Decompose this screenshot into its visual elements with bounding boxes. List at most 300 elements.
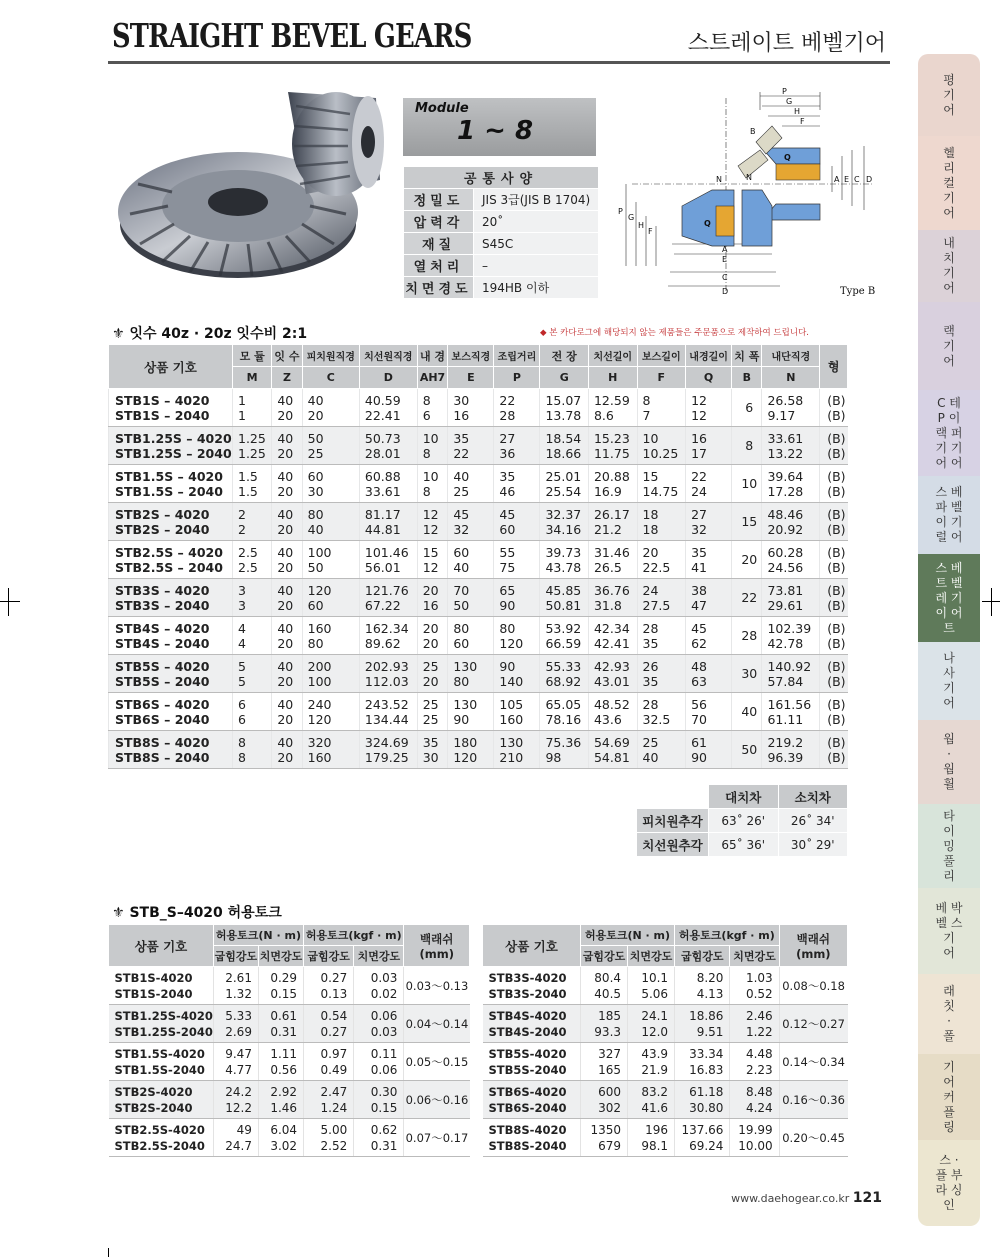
cell-a: 10 8 <box>417 427 448 465</box>
dim-label-h: H <box>794 107 801 116</box>
cell-q: 27 32 <box>686 503 732 541</box>
cell-a: 35 30 <box>417 731 448 769</box>
dim-label-g: G <box>786 97 793 106</box>
cell-m: 1.5 1.5 <box>233 465 272 503</box>
spec-key: 정밀도 <box>404 189 474 211</box>
cell-kb: 2.47 1.24 <box>304 1081 354 1119</box>
cell-b: 30 <box>732 655 762 693</box>
crop-mark <box>8 588 9 616</box>
cell-kf: 0.62 0.31 <box>354 1119 404 1157</box>
col-symbol: F <box>637 367 686 389</box>
cell-q: 45 62 <box>686 617 732 655</box>
cell-m: 3 3 <box>233 579 272 617</box>
cell-q: 38 47 <box>686 579 732 617</box>
dim-label-d2: D <box>722 287 729 296</box>
cell-a: 10 8 <box>417 465 448 503</box>
dim-label-b: B <box>750 127 756 136</box>
col-header: 굽힘강도 <box>304 946 354 967</box>
cell-q: 16 17 <box>686 427 732 465</box>
cell-p: 35 46 <box>494 465 540 503</box>
cell-f: 18 18 <box>637 503 686 541</box>
cell-nb: 185 93.3 <box>581 1005 628 1043</box>
product-code: STB4S-4020 STB4S-2040 <box>483 1005 581 1043</box>
col-symbol: P <box>494 367 540 389</box>
spec-key: 치면경도 <box>404 277 474 299</box>
table-row <box>109 503 848 541</box>
cell-q: 12 12 <box>686 389 732 427</box>
cell-nb: 24.2 12.2 <box>213 1081 258 1119</box>
cell-g: 65.05 78.16 <box>540 693 589 731</box>
cell-q: 48 63 <box>686 655 732 693</box>
cell-nb: 1350 679 <box>581 1119 628 1157</box>
product-code: STB4S – 4020 STB4S – 2040 <box>109 617 233 655</box>
dimension-table <box>108 344 848 769</box>
cell-nf: 6.04 3.02 <box>258 1119 303 1157</box>
cell-z: 40 20 <box>272 503 302 541</box>
table-row <box>109 693 848 731</box>
cell-kb: 0.27 0.13 <box>304 967 354 1005</box>
cell-n: 219.2 96.39 <box>762 731 820 769</box>
col-header: 상품 기호 <box>109 925 214 967</box>
cell-f: 8 7 <box>637 389 686 427</box>
cell-d: 162.34 89.62 <box>359 617 417 655</box>
cell-nb: 9.47 4.77 <box>213 1043 258 1081</box>
table-row <box>109 967 470 1005</box>
product-code: STB1.5S – 4020 STB1.5S – 2040 <box>109 465 233 503</box>
cell-c: 120 60 <box>302 579 359 617</box>
cell-g: 39.73 43.78 <box>540 541 589 579</box>
section-title-text: STB_S–4020 허용토크 <box>129 905 282 921</box>
cell-t: (B) (B) <box>820 427 848 465</box>
cell-q: 56 70 <box>686 693 732 731</box>
cell-bl: 0.04～0.14 <box>404 1005 470 1043</box>
spec-value: 194HB 이하 <box>474 277 599 299</box>
fleur-icon: ⚜ <box>112 326 125 342</box>
sidebar-tab[interactable]: 스 베 트 벨 레 기 이 어 트 <box>918 554 980 642</box>
col-header: 허용토크(kgf · m) <box>304 925 404 946</box>
dim-label-g2: G <box>628 213 635 222</box>
table-row <box>109 541 848 579</box>
cell-g: 53.92 66.59 <box>540 617 589 655</box>
cell-n: 48.46 20.92 <box>762 503 820 541</box>
cell-p: 105 160 <box>494 693 540 731</box>
cell-c: 200 100 <box>302 655 359 693</box>
dim-label-c2: C <box>722 273 728 282</box>
cell-d: 81.17 44.81 <box>359 503 417 541</box>
dim-label-h2: H <box>638 221 645 230</box>
cone-angle-table <box>636 784 848 857</box>
cell-e: 40 25 <box>448 465 494 503</box>
dim-label-n2: N <box>746 173 752 182</box>
col-header: 내경길이 <box>686 345 732 367</box>
cell-g: 18.54 18.66 <box>540 427 589 465</box>
col-header: 잇 수 <box>272 345 302 367</box>
cell-kf: 0.03 0.02 <box>354 967 404 1005</box>
cell-b: 15 <box>732 503 762 541</box>
spec-value: 20˚ <box>474 211 599 233</box>
cell-kb: 5.00 2.52 <box>304 1119 354 1157</box>
cell-nf: 0.61 0.31 <box>258 1005 303 1043</box>
cell-a: 25 20 <box>417 655 448 693</box>
cell-b: 10 <box>732 465 762 503</box>
section-title-text: 잇수 40z · 20z 잇수비 2:1 <box>129 326 308 342</box>
cell-z: 40 20 <box>272 693 302 731</box>
backlash-label: 백래쉬 <box>796 931 830 946</box>
torque-table-right <box>482 924 848 1157</box>
cell-c: 100 50 <box>302 541 359 579</box>
col-header: 치면강도 <box>628 946 675 967</box>
cell-bl: 0.20～0.45 <box>779 1119 847 1157</box>
cell-d: 202.93 112.03 <box>359 655 417 693</box>
table-row <box>109 427 848 465</box>
angle-value: 30˚ 29' <box>778 833 848 857</box>
col-symbol: AH7 <box>417 367 448 389</box>
cell-q: 61 90 <box>686 731 732 769</box>
table-row <box>109 731 848 769</box>
torque-table-left <box>108 924 470 1157</box>
cell-d: 60.88 33.61 <box>359 465 417 503</box>
cell-m: 1 1 <box>233 389 272 427</box>
cell-z: 40 20 <box>272 731 302 769</box>
cell-d: 121.76 67.22 <box>359 579 417 617</box>
cell-bl: 0.06～0.16 <box>404 1081 470 1119</box>
backlash-unit: (mm) <box>796 946 831 961</box>
bevel-gear-photo <box>110 84 388 296</box>
page-title: STRAIGHT BEVEL GEARS <box>112 16 472 55</box>
cell-m: 8 8 <box>233 731 272 769</box>
table-row <box>483 1081 848 1119</box>
cell-h: 31.46 26.5 <box>588 541 637 579</box>
product-code: STB1.25S – 4020 STB1.25S – 2040 <box>109 427 233 465</box>
cell-nb: 49 24.7 <box>213 1119 258 1157</box>
spec-key: 압력각 <box>404 211 474 233</box>
cell-a: 25 25 <box>417 693 448 731</box>
col-header: 내 경 <box>417 345 448 367</box>
dim-label-p: P <box>782 87 787 96</box>
col-symbol: H <box>588 367 637 389</box>
cell-f: 26 35 <box>637 655 686 693</box>
footer-url[interactable]: www.daehogear.co.kr <box>731 1192 850 1205</box>
order-note: ◆ 본 카다로그에 해당되지 않는 제품들은 주문품으로 제작하여 드립니다. <box>540 328 809 338</box>
dim-label-c: C <box>854 175 860 184</box>
dim-label-a: A <box>834 175 840 184</box>
cell-kf: 8.48 4.24 <box>730 1081 779 1119</box>
cell-z: 40 20 <box>272 541 302 579</box>
cell-t: (B) (B) <box>820 731 848 769</box>
cell-z: 40 20 <box>272 579 302 617</box>
cell-m: 2 2 <box>233 503 272 541</box>
col-header: 상품 기호 <box>483 925 581 967</box>
cell-n: 73.81 29.61 <box>762 579 820 617</box>
cell-kf: 4.48 2.23 <box>730 1043 779 1081</box>
col-symbol: D <box>359 367 417 389</box>
cell-bl: 0.07～0.17 <box>404 1119 470 1157</box>
cell-m: 6 6 <box>233 693 272 731</box>
dim-label-d: D <box>866 175 873 184</box>
col-header: 치면강도 <box>258 946 303 967</box>
col-symbol: Z <box>272 367 302 389</box>
cell-kf: 0.06 0.03 <box>354 1005 404 1043</box>
table-row <box>109 1043 470 1081</box>
cell-h: 42.34 42.41 <box>588 617 637 655</box>
dim-label-n: N <box>716 175 722 184</box>
col-symbol: C <box>302 367 359 389</box>
cell-nf: 10.1 5.06 <box>628 967 675 1005</box>
cell-n: 39.64 17.28 <box>762 465 820 503</box>
cell-bl: 0.16～0.36 <box>779 1081 847 1119</box>
col-header: 모 듈 <box>233 345 272 367</box>
table-row <box>109 1081 470 1119</box>
table-row <box>109 655 848 693</box>
dim-label-a2: A <box>722 245 728 254</box>
cell-g: 15.07 13.78 <box>540 389 589 427</box>
cell-h: 26.17 21.2 <box>588 503 637 541</box>
spec-key: 재질 <box>404 233 474 255</box>
cell-nf: 24.1 12.0 <box>628 1005 675 1043</box>
dimension-diagram <box>612 86 882 300</box>
cell-p: 80 120 <box>494 617 540 655</box>
table-row <box>109 1005 470 1043</box>
col-header: 보스직경 <box>448 345 494 367</box>
dim-label-f: F <box>800 117 805 126</box>
cell-e: 80 60 <box>448 617 494 655</box>
cell-c: 160 80 <box>302 617 359 655</box>
spec-heading: 공통사양 <box>404 167 599 189</box>
module-range: 1 ~ 8 <box>457 116 534 146</box>
cell-m: 1.25 1.25 <box>233 427 272 465</box>
col-symbol: E <box>448 367 494 389</box>
type-label: Type B <box>840 286 876 297</box>
cell-z: 40 20 <box>272 465 302 503</box>
cell-b: 6 <box>732 389 762 427</box>
cell-d: 101.46 56.01 <box>359 541 417 579</box>
cell-d: 243.52 134.44 <box>359 693 417 731</box>
category-sidebar <box>918 54 980 1226</box>
row-label: 피치원추각 <box>637 809 709 833</box>
cell-e: 45 32 <box>448 503 494 541</box>
cell-n: 102.39 42.78 <box>762 617 820 655</box>
cell-p: 65 90 <box>494 579 540 617</box>
dim-label-e2: E <box>722 255 728 264</box>
cell-bl: 0.05～0.15 <box>404 1043 470 1081</box>
cell-kf: 19.99 10.00 <box>730 1119 779 1157</box>
sidebar-tab[interactable]: 평 기 어 <box>918 54 980 136</box>
page-title-korean: 스트레이트 베벨기어 <box>687 31 886 56</box>
cell-g: 32.37 34.16 <box>540 503 589 541</box>
cell-z: 40 20 <box>272 427 302 465</box>
cell-f: 25 40 <box>637 731 686 769</box>
sidebar-tab[interactable]: 스 · 플 부 라 싱 인 <box>918 1140 980 1226</box>
cell-bl: 0.03～0.13 <box>404 967 470 1005</box>
product-code: STB8S-4020 STB8S-2040 <box>483 1119 581 1157</box>
cell-q: 22 24 <box>686 465 732 503</box>
footer <box>731 1190 882 1206</box>
cell-c: 50 25 <box>302 427 359 465</box>
sidebar-tab[interactable]: 랙 기 어 <box>918 302 980 390</box>
cell-b: 22 <box>732 579 762 617</box>
table-row <box>109 579 848 617</box>
angle-value: 63˚ 26' <box>709 809 779 833</box>
cell-q: 35 41 <box>686 541 732 579</box>
product-code: STB6S – 4020 STB6S – 2040 <box>109 693 233 731</box>
angle-value: 26˚ 34' <box>778 809 848 833</box>
cell-e: 60 40 <box>448 541 494 579</box>
cell-t: (B) (B) <box>820 693 848 731</box>
cell-n: 60.28 24.56 <box>762 541 820 579</box>
cell-t: (B) (B) <box>820 541 848 579</box>
sidebar-tab[interactable]: 내 치 기 어 <box>918 230 980 302</box>
product-code: STB1.25S-4020 STB1.25S-2040 <box>109 1005 214 1043</box>
sidebar-tab[interactable]: 스 베 파 벨 이 기 럴 어 <box>918 476 980 554</box>
cell-n: 33.61 13.22 <box>762 427 820 465</box>
cell-nb: 80.4 40.5 <box>581 967 628 1005</box>
cell-f: 28 32.5 <box>637 693 686 731</box>
cell-nf: 196 98.1 <box>628 1119 675 1157</box>
crop-mark <box>991 588 992 616</box>
spec-value: – <box>474 255 599 277</box>
common-spec-table <box>403 166 599 299</box>
cell-c: 40 20 <box>302 389 359 427</box>
cell-f: 24 27.5 <box>637 579 686 617</box>
sidebar-tab[interactable]: 래 칫 · 폴 <box>918 974 980 1054</box>
col-symbol: Q <box>686 367 732 389</box>
angle-value: 65˚ 36' <box>709 833 779 857</box>
cell-d: 50.73 28.01 <box>359 427 417 465</box>
cell-a: 15 12 <box>417 541 448 579</box>
sidebar-tab[interactable]: 베 박 벨 스 기 어 <box>918 888 980 974</box>
cell-p: 45 60 <box>494 503 540 541</box>
cell-nf: 83.2 41.6 <box>628 1081 675 1119</box>
col-header: 내단직경 <box>762 345 820 367</box>
sidebar-tab[interactable]: 헬 리 컬 기 어 <box>918 136 980 230</box>
cell-nb: 327 165 <box>581 1043 628 1081</box>
cell-t: (B) (B) <box>820 579 848 617</box>
cell-nf: 0.29 0.15 <box>258 967 303 1005</box>
sidebar-tab[interactable]: 타 이 밍 풀 리 <box>918 804 980 888</box>
cell-h: 42.93 43.01 <box>588 655 637 693</box>
col-header: 보스길이 <box>637 345 686 367</box>
cell-kb: 18.86 9.51 <box>675 1005 730 1043</box>
product-code: STB3S-4020 STB3S-2040 <box>483 967 581 1005</box>
sidebar-tab[interactable]: 기 어 커 플 링 <box>918 1054 980 1140</box>
cell-kb: 0.97 0.49 <box>304 1043 354 1081</box>
cell-t: (B) (B) <box>820 617 848 655</box>
cell-p: 90 140 <box>494 655 540 693</box>
product-code: STB2.5S – 4020 STB2.5S – 2040 <box>109 541 233 579</box>
col-header: 치면강도 <box>730 946 779 967</box>
cell-p: 130 210 <box>494 731 540 769</box>
cell-p: 55 75 <box>494 541 540 579</box>
cell-kb: 0.54 0.27 <box>304 1005 354 1043</box>
backlash-unit: (mm) <box>419 946 454 961</box>
cell-a: 12 12 <box>417 503 448 541</box>
cell-t: (B) (B) <box>820 389 848 427</box>
sidebar-tab[interactable]: C 테 P 이 랙 퍼 기 기 어 어 <box>918 390 980 476</box>
product-code: STB3S – 4020 STB3S – 2040 <box>109 579 233 617</box>
product-code: STB1.5S-4020 STB1.5S-2040 <box>109 1043 214 1081</box>
cell-p: 22 28 <box>494 389 540 427</box>
col-header: 피치원직경 <box>302 345 359 367</box>
cell-kf: 0.30 0.15 <box>354 1081 404 1119</box>
cell-a: 20 20 <box>417 617 448 655</box>
product-code: STB2S-4020 STB2S-2040 <box>109 1081 214 1119</box>
cell-kb: 61.18 30.80 <box>675 1081 730 1119</box>
cell-g: 25.01 25.54 <box>540 465 589 503</box>
table-row <box>109 617 848 655</box>
cell-g: 45.85 50.81 <box>540 579 589 617</box>
cell-p: 27 36 <box>494 427 540 465</box>
table-row <box>483 967 848 1005</box>
cell-kf: 0.11 0.06 <box>354 1043 404 1081</box>
dim-label-f2: F <box>648 227 653 236</box>
row-label: 치선원추각 <box>637 833 709 857</box>
cell-kf: 1.03 0.52 <box>730 967 779 1005</box>
product-code: STB5S – 4020 STB5S – 2040 <box>109 655 233 693</box>
cell-nb: 600 302 <box>581 1081 628 1119</box>
cell-nb: 5.33 2.69 <box>213 1005 258 1043</box>
cell-b: 20 <box>732 541 762 579</box>
cell-bl: 0.12～0.27 <box>779 1005 847 1043</box>
cell-m: 2.5 2.5 <box>233 541 272 579</box>
sidebar-tab[interactable]: 웜 · 웜 휠 <box>918 720 980 804</box>
col-header: 치선길이 <box>588 345 637 367</box>
col-symbol: M <box>233 367 272 389</box>
product-code: STB1S – 4020 STB1S – 2040 <box>109 389 233 427</box>
sidebar-tab[interactable]: 나 사 기 어 <box>918 642 980 720</box>
cell-nb: 2.61 1.32 <box>213 967 258 1005</box>
spec-key: 열처리 <box>404 255 474 277</box>
cell-e: 35 22 <box>448 427 494 465</box>
cell-d: 324.69 179.25 <box>359 731 417 769</box>
cell-b: 40 <box>732 693 762 731</box>
cell-m: 5 5 <box>233 655 272 693</box>
product-code: STB2S – 4020 STB2S – 2040 <box>109 503 233 541</box>
product-code: STB5S-4020 STB5S-2040 <box>483 1043 581 1081</box>
crop-mark <box>108 1248 109 1257</box>
page-number: 121 <box>852 1190 882 1206</box>
col-header: 조립거리 <box>494 345 540 367</box>
cell-e: 30 16 <box>448 389 494 427</box>
cell-nf: 2.92 1.46 <box>258 1081 303 1119</box>
table-row <box>483 1005 848 1043</box>
col-header: 전 장 <box>540 345 589 367</box>
col-header: 대치차 <box>709 785 779 809</box>
cell-c: 60 30 <box>302 465 359 503</box>
table-row <box>483 1043 848 1081</box>
cell-z: 40 20 <box>272 655 302 693</box>
backlash-label: 백래쉬 <box>420 931 454 946</box>
cell-a: 8 6 <box>417 389 448 427</box>
dim-label-p2: P <box>618 207 623 216</box>
cell-h: 12.59 8.6 <box>588 389 637 427</box>
title-bar <box>108 14 890 64</box>
cell-t: (B) (B) <box>820 655 848 693</box>
cell-c: 80 40 <box>302 503 359 541</box>
col-header: 치 폭 <box>732 345 762 367</box>
module-label: Module <box>415 101 469 116</box>
section-title-40z <box>112 323 307 343</box>
cell-m: 4 4 <box>233 617 272 655</box>
cell-f: 20 22.5 <box>637 541 686 579</box>
col-header: 소치차 <box>778 785 848 809</box>
cell-b: 8 <box>732 427 762 465</box>
cell-e: 180 120 <box>448 731 494 769</box>
col-header: 치선원직경 <box>359 345 417 367</box>
cell-t: (B) (B) <box>820 465 848 503</box>
cell-f: 10 10.25 <box>637 427 686 465</box>
cell-bl: 0.08～0.18 <box>779 967 847 1005</box>
col-header: 허용토크(N · m) <box>213 925 303 946</box>
